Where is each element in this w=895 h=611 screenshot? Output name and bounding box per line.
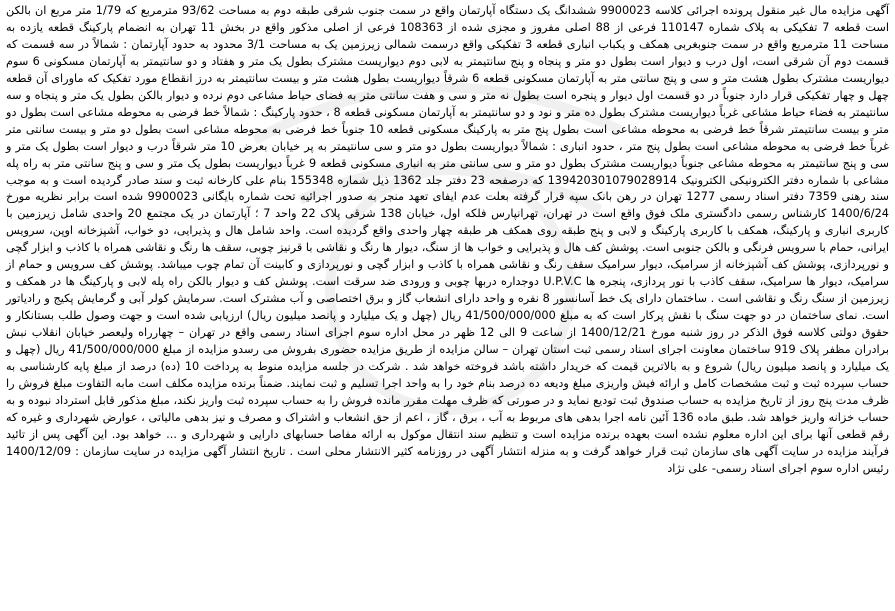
auction-notice	[6, 3, 889, 478]
notice-body: آگهی مزایده مال غیر منقول پرونده اجرائی کلاسه 9900023 ششدانگ یک دستگاه آپارتمان واقع در سمت جنوب شرقی طبقه دوم به مساحت 93/62 مترمربع که 1/79 متر مربع ان بالکن است قطعه 7 تفکیکی به پلاک شماره 110147 فرعی از 88 اصلی مفروز و مجزی شده از 108363 فرعی از اصلی مذکور واقع در بخش 11 تهران به انضمام پارکینگ قطعه یازده به مساحت 11 مترمربع واقع در سمت جنوبغربی همکف و یکباب انباری قطعه 3 تفکیکی واقع درسمت شمالی زیرزمین یک به مساحت 3/1 محدود به حدود آپارتمان : شمالاً در سه قسمت که قسمت دوم آن شرقی است، اول درب و دیوار است بطول دو متر و پنجاه و پنج سانتیمتر به لابی دوم دیواریست مشترک بطول یک متر و هفتاد و دو سانتیمتر به آپارتمان مسکونی 6 سوم دیواریست مشترک بطول هشت متر و سی و پنج سانتی متر به آپارتمان مسکونی قطعه 6 شرقاً دیواریست بطول هشت متر و بیست سانتیمتر به درز انقطاع مورد تفکیک که ماورای آن قطعه چهل و چهار تفکیکی قرار دارد جنوباً در دو قسمت اول دیوار و پنجره است بطول نه متر و سی و هفت سانتی متر به فضای حیاط مشاعی دوم نرده و دیوار بالکن بطول یک متر و پنجاه و سه سانتیمتر به فضاء حیاط مشاعی غرباً دیواریست مشترک بطول ده متر و نود و دو سانتیمتر به آپارتمان مسکونی قطعه 8 ، حدود پارکینگ : شمالاً خط فرضی به محوطه مشاعی است بطول دو متر و بیست سانتیمتر شرقاً خط فرضی به محوطه مشاعی است بطول پنج متر به پارکینگ مسکونی قطعه 10 جنوباً خط فرضی به محوطه مشاعی است بطول دو متر و بیست سانتی متر غرباً خط فرضی به محوطه مشاعی است بطول پنج متر ، حدود انباری : شمالاً دیواریست بطول دو متر و سی سانتیمتر به پر خیابان بعرض 10 متر شرقاً درب و دیوار است بطول یک متر و سی و پنج سانتیمتر به محوطه مشاعی جنوباً دیواریست مشترک بطول دو متر و سی سانتی متر به انباری مسکونی قطعه 9 غرباً دیواریست بطول یک متر و سی و پنج سانتی متر به راه پله مشاعی با شماره دفتر الکترونیکی الکترونیک 139420301079028914 که درصفحه 23 دفتر جلد 1362 ذیل شماره 155348 بنام علی کارخانه ثبت و سند صادر گردیده است و به موجب سند رهنی 7359 دفتر اسناد رسمی 1277 تهران در رهن بانک سپه قرار گرفته بعلت عدم ایفای تعهد منجر به صدور اجرائیه تحت شماره بایگانی 9900023 شده است برابر نظریه مورخ 1400/6/24 کارشناس رسمی دادگستری ملک فوق واقع است در تهران، تهرانپارس فلکه اول، خیابان 138 شرقی پلاک 22 واحد 7 ؛ آپارتمان در یک مجتمع 20 واحدی شامل زیرزمین با کاربری انباری و پارکینگ، همکف با کاربری پارکینگ و لابی و پنج طبقه روی همکف هر طبقه چهار واحدی واقع گردیده است. واحد شامل هال و پذیرایی، دو خواب، آشپزخانه اوپن، سرویس ایرانی، حمام با سرویس فرنگی و بالکن جنوبی است. پوشش کف هال و پذیرایی و خواب ها از سنگ، دیوار ها رنگ و نقاشی با قرنیز چوبی، سقف ها رنگ و نقاشی همراه با کاذب و ابزار گچی و نورپردازی، پوشش کف آشپزخانه از سرامیک، دیوار سرامیک سقف رنگ و نقاشی همراه با کاذب و ابزار گچی و نورپردازی و کابینت آن تمام چوب میباشد. پوشش کف سرویس و حمام از سرامیک، دیوار ها سرامیک، سقف کاذب با نور پردازی، پنجره ها U.P.V.C دوجداره دربها چوبی و ورودی ضد سرقت است. پوشش کف و دیوار بالکن راه پله لابی و پارکینگ ها در همکف و زیرزمین از سنگ رنگ و نقاشی است . ساختمان دارای یک خط آسانسور 8 نفره و واحد دارای انشعاب گاز و برق اختصاصی و آب مشترک است. سرمایش کولر آبی و گرمایش پکیج و رادیاتور است. نمای ساختمان در دو جهت سنگ با نقش پرکار است که به مبلغ 41/500/000/000 ریال (چهل و یک میلیارد و پانصد میلیون ریال) ارزیابی شده است و جهت وصول طلب بستانکار و حقوق دولتی کلاسه فوق الذکر در روز شنبه مورخ 1400/12/21 از ساعت 9 الی 12 ظهر در محل اداره سوم اجرای اسناد رسمی واقع در تهران – چهارراه ولیعصر خیابان انقلاب نبش برادران مظفر پلاک 919 ساختمان معاونت اجرای اسناد رسمی ثبت استان تهران – سالن مزایده از طریق مزایده حضوری بفروش می رسدو مزایده از مبلغ 41/500/000/000 ریال (چهل و یک میلیارد و پانصد میلیون ریال) شروع و به بالاترین قیمت که خریدار داشته باشد فروخته خواهد شد . شرکت در جلسه مزایده منوط به پرداخت 10 (ده) درصد از مبلغ پایه کارشناسی به حساب سپرده ثبت و ثبت مشخصات کامل و ارائه فیش واریزی مبلغ ودیعه ده درصد بنام خود را به واحد اجرا تسلیم و ثبت نمایند. ضمناً برنده مزایده مکلف است مابه التفاوت مبلغ فروش را ظرف مدت پنج روز از تاریخ مزایده به حساب صندوق ثبت تودیع نماید و در صورتی که ظرف مهلت مقرر مانده فروش را به حساب سپرده ثبت واریز نکند، مبلغ مذکور قابل استرداد نبوده و به حساب خزانه واریز خواهد شد. طبق ماده 136 آئین نامه اجرا بدهی های مربوط به آب ، برق ، گاز ، اعم از حق انشعاب و اشتراک و مصرف و نیز بدهی مالیاتی ، عوارض شهرداری و غیره که رقم قطعی آنها برای این اداره معلوم نشده است بعهده برنده مزایده است و تنظیم سند انتقال موکول به ارائه مفاصا حسابهای دارایی و شهرداری و ... خواهد بود. این آگهی پس از تائید فرآیند مزایده در سایت آگهی های سازمان ثبت قرار خواهد گرفت و به منزله انتشار آگهی در روزنامه کثیر الانتشار محلی است . تاریخ انتشار آگهی مزایده در سایت سازمان : 1400/12/09 رئیس اداره سوم اجرای اسناد رسمی- علی نژاد	[6, 4, 890, 475]
